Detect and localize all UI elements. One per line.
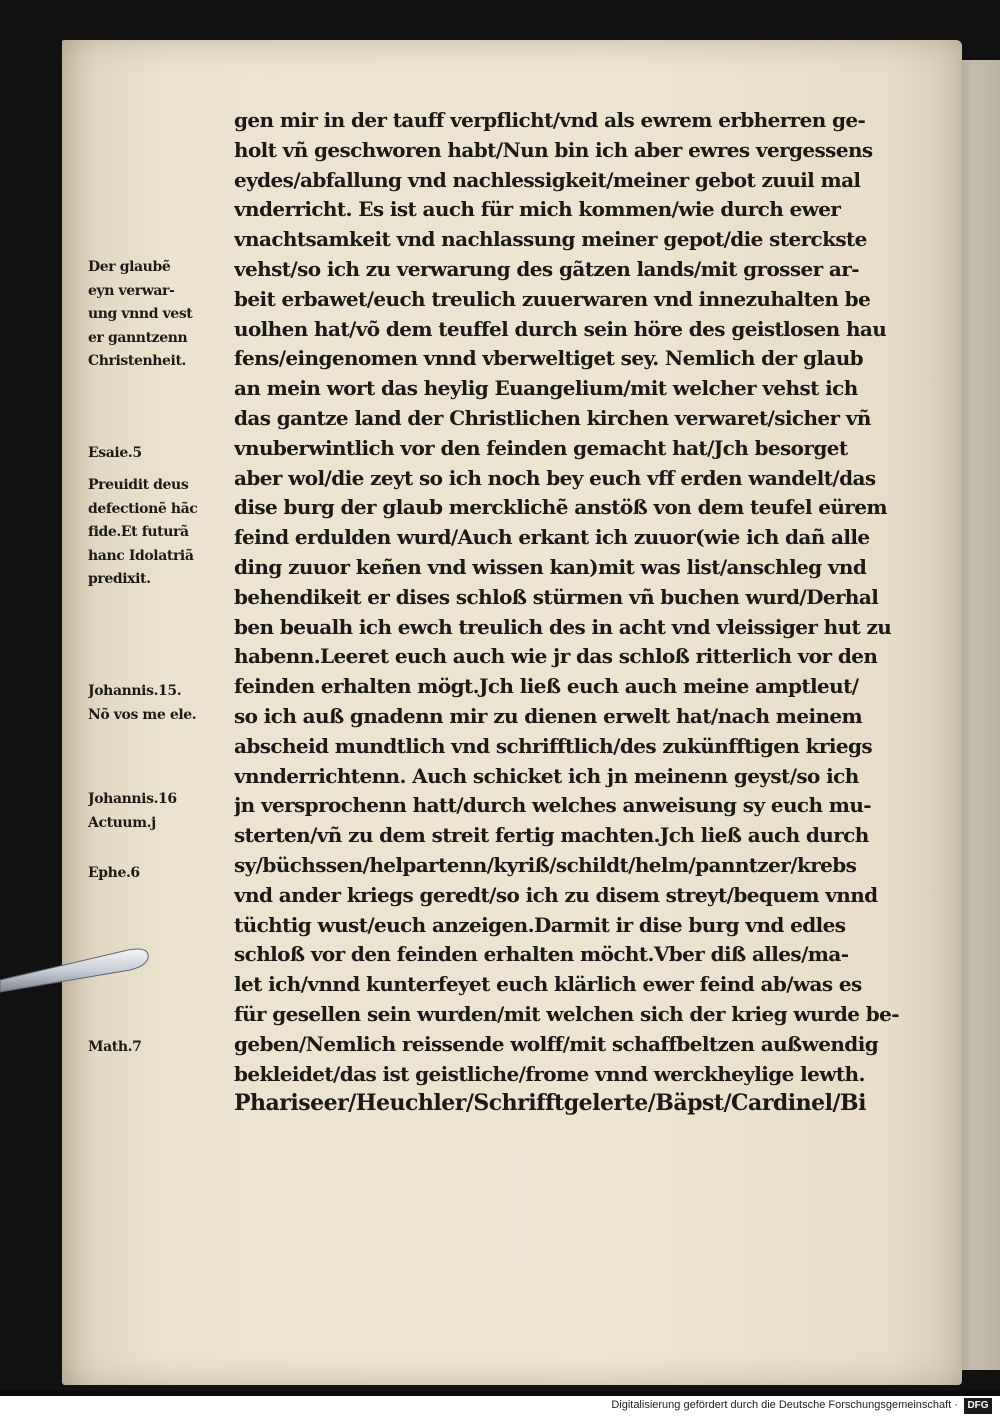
text-line: feinden erhalten mögt.Jch ließ euch auch meine amptleut/: [234, 674, 859, 699]
text-line: habenn.Leeret euch auch wie jr das schloß ritterlich vor den: [234, 644, 878, 669]
marginal-line: er ganntzenn: [88, 329, 188, 346]
text-line: geben/Nemlich reissende wolff/mit schaffbeltzen außwendig: [234, 1031, 879, 1056]
text-line: fens/eingenomen vnnd vberweltiget sey. Nemlich der glaub: [234, 346, 864, 371]
marginal-line: ung vnnd vest: [88, 306, 193, 322]
dfg-logo: DFG: [964, 1398, 992, 1414]
text-line: ben beualh ich ewch treulich des in acht vnd vleissiger hut zu: [234, 614, 892, 639]
text-line: vnuberwintlich vor den feinden gemacht hat/Jch besorget: [234, 435, 848, 460]
text-line: vnd ander kriegs geredt/so ich zu disem streyt/bequem vnnd: [234, 882, 878, 907]
footer-bar: [0, 1396, 1000, 1418]
text-line: vnderricht. Es ist auch für mich kommen/wie durch ewer: [234, 197, 841, 222]
text-line: dise burg der glaub mercklichẽ anstöß von dem teufel eürem: [234, 495, 887, 520]
marginal-line: defectionẽ hãc: [88, 500, 198, 517]
marginal-line: Ephe.6: [88, 865, 140, 881]
marginal-line: Nõ vos me ele.: [88, 706, 197, 723]
marginal-line: predixit.: [88, 571, 151, 587]
marginal-note-johannis-16: [88, 788, 238, 835]
text-line: holt vñ geschworen habt/Nun bin ich aber ewres vergessens: [234, 137, 873, 162]
text-line: schloß vor den feinden erhalten möcht.Vber diß alles/ma-: [234, 942, 849, 967]
marginal-note-ephe: [88, 862, 238, 886]
text-line: an mein wort das heylig Euangelium/mit welcher vehst ich: [234, 376, 858, 401]
marginal-line: Math.7: [88, 1039, 142, 1055]
marginal-line: fide.Et futurã: [88, 524, 189, 540]
text-line: vehst/so ich zu verwarung des gãtzen lands/mit grosser ar-: [234, 256, 859, 281]
text-line: uolhen hat/võ dem teuffel durch sein höre des geistlosen hau: [234, 316, 887, 341]
text-line: vnachtsamkeit vnd nachlassung meiner gepot/die sterckste: [234, 227, 867, 252]
text-line: für gesellen sein wurden/mit welchen sich der krieg wurde be-: [234, 1001, 899, 1026]
marginal-line: Actuum.j: [88, 814, 156, 831]
text-line: bekleidet/das ist geistliche/frome vnnd werckheylige lewth.: [234, 1061, 865, 1086]
marginal-note-esaie: [88, 442, 238, 466]
text-line: sterten/vñ zu dem streit fertig machten.Jch ließ auch durch: [234, 823, 869, 848]
text-line: vnnderrichtenn. Auch schicket ich jn meinenn geyst/so ich: [234, 763, 859, 788]
marginal-note-johannis-15: [88, 680, 238, 727]
marginal-line: Johannis.15.: [88, 683, 182, 699]
funding-credit: Digitalisierung gefördert durch die Deutsche Forschungsgemeinschaft ·: [611, 1399, 958, 1411]
text-line: aber wol/die zeyt so ich noch bey euch vff erden wandelt/das: [234, 465, 876, 490]
marginal-line: hanc Idolatriã: [88, 547, 194, 564]
text-line: Phariseer/Heuchler/Schrifftgelerte/Bäpst/Cardinel/Bi: [234, 1090, 866, 1117]
text-line: sy/büchssen/helpartenn/kyriß/schildt/helm/panntzer/krebs: [234, 852, 857, 877]
text-line: tüchtig wust/euch anzeigen.Darmit ir dise burg vnd edles: [234, 912, 846, 937]
text-line: so ich auß gnadenn mir zu dienen erwelt hat/nach meinem: [234, 703, 863, 728]
marginal-line: Christenheit.: [88, 353, 186, 369]
text-line: gen mir in der tauff verpflicht/vnd als ewrem erbherren ge-: [234, 108, 866, 132]
marginal-note-latin: [88, 474, 238, 592]
marginal-line: Johannis.16: [88, 791, 177, 807]
text-line: behendikeit er dises schloß stürmen vñ buchen wurd/Derhal: [234, 584, 879, 609]
text-line: feind erdulden wurd/Auch erkant ich zuuor(wie ich dañ alle: [234, 525, 870, 550]
marginal-note-math: [88, 1036, 238, 1060]
marginal-line: eyn verwar-: [88, 282, 175, 299]
text-line: eydes/abfallung vnd nachlessigkeit/meiner gebot zuuil mal: [234, 167, 861, 192]
body-text: [234, 106, 954, 1119]
text-line: beit erbawet/euch treulich zuuerwaren vnd innezuhalten be: [234, 286, 871, 311]
marginal-note-faith: [88, 256, 238, 374]
text-line: abscheid mundtlich vnd schrifftlich/des zukünfftigen kriegs: [234, 733, 873, 758]
text-line: jn versprochenn hatt/durch welches anweisung sy euch mu-: [234, 793, 871, 818]
text-line: ding zuuor keñen vnd wissen kan)mit was list/anschleg vnd: [234, 554, 867, 579]
pointer-stick: [0, 940, 180, 1000]
marginal-line: Esaie.5: [88, 445, 142, 461]
text-line: let ich/vnnd kunterfeyet euch klärlich ewer feind ab/was es: [234, 972, 862, 997]
marginal-line: Preuidit deus: [88, 477, 189, 493]
text-line: das gantze land der Christlichen kirchen verwaret/sicher vñ: [234, 405, 871, 430]
marginal-line: Der glaubẽ: [88, 259, 171, 275]
